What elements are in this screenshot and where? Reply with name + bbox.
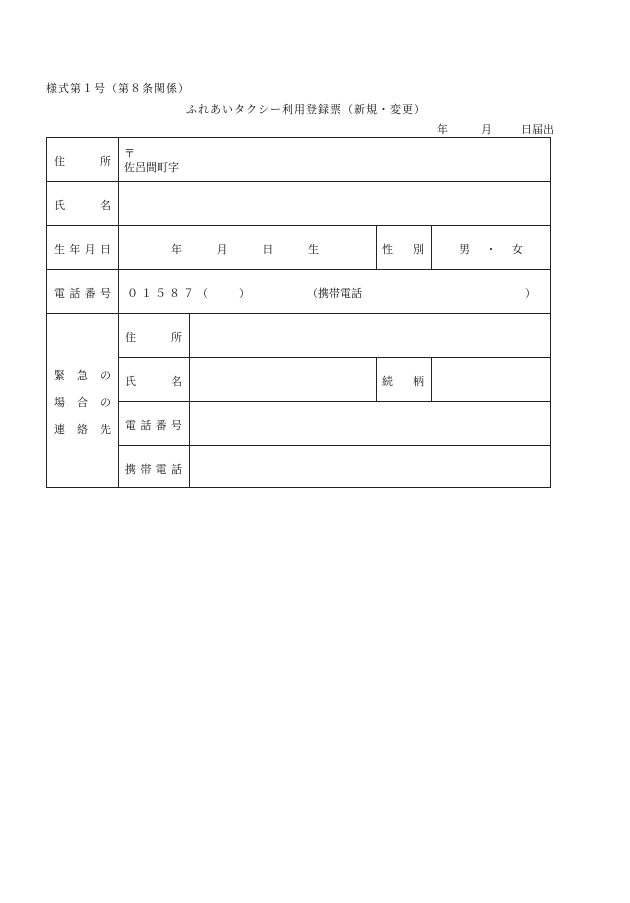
emergency-phone-label: 電 話 番 号 xyxy=(125,419,182,432)
gender-option-female[interactable]: 女 xyxy=(512,243,523,256)
gender-label: 性 別 xyxy=(382,243,424,256)
date-month-label: 月 xyxy=(481,123,492,136)
emergency-phone-field[interactable] xyxy=(191,403,549,443)
emergency-mobile-field[interactable] xyxy=(191,447,549,487)
postal-mark: 〒 xyxy=(124,147,135,160)
name-label: 氏 名 xyxy=(54,199,111,212)
mobile-phone-label: （携帯電話 xyxy=(307,287,362,300)
name-field[interactable] xyxy=(120,183,548,223)
date-day-submitted-label: 日届出 xyxy=(521,123,554,136)
birthdate-field[interactable]: 年 月 日 生 xyxy=(171,243,319,256)
registration-form-table xyxy=(46,137,551,488)
phone-field[interactable]: ０１５８７（ ） xyxy=(127,287,253,300)
date-year-label: 年 xyxy=(437,123,448,136)
form-title: ふれあいタクシー利用登録票（新規・変更） xyxy=(186,103,426,116)
emergency-mobile-label: 携 帯 電 話 xyxy=(125,463,182,476)
emergency-address-label: 住 所 xyxy=(125,331,182,344)
gender-option-male[interactable]: 男 xyxy=(459,243,470,256)
form-number: 様式第１号（第８条関係） xyxy=(46,82,190,95)
address-field[interactable]: 佐呂間町字 xyxy=(124,161,179,174)
submission-date-line xyxy=(437,121,554,137)
relationship-label: 続 柄 xyxy=(382,375,424,388)
emergency-name-label: 氏 名 xyxy=(125,375,182,388)
phone-label: 電 話 番 号 xyxy=(54,287,111,300)
mobile-phone-close: ） xyxy=(525,287,536,300)
relationship-field[interactable] xyxy=(433,359,549,399)
emergency-address-field[interactable] xyxy=(191,315,549,355)
address-label: 住 所 xyxy=(54,155,111,168)
birthdate-label: 生 年 月 日 xyxy=(54,243,111,256)
emergency-contact-label: 緊 急 の 場 合 の 連 絡 先 xyxy=(54,369,111,436)
emergency-name-field[interactable] xyxy=(191,359,374,399)
gender-selector[interactable]: 男 ・ 女 xyxy=(459,243,523,256)
